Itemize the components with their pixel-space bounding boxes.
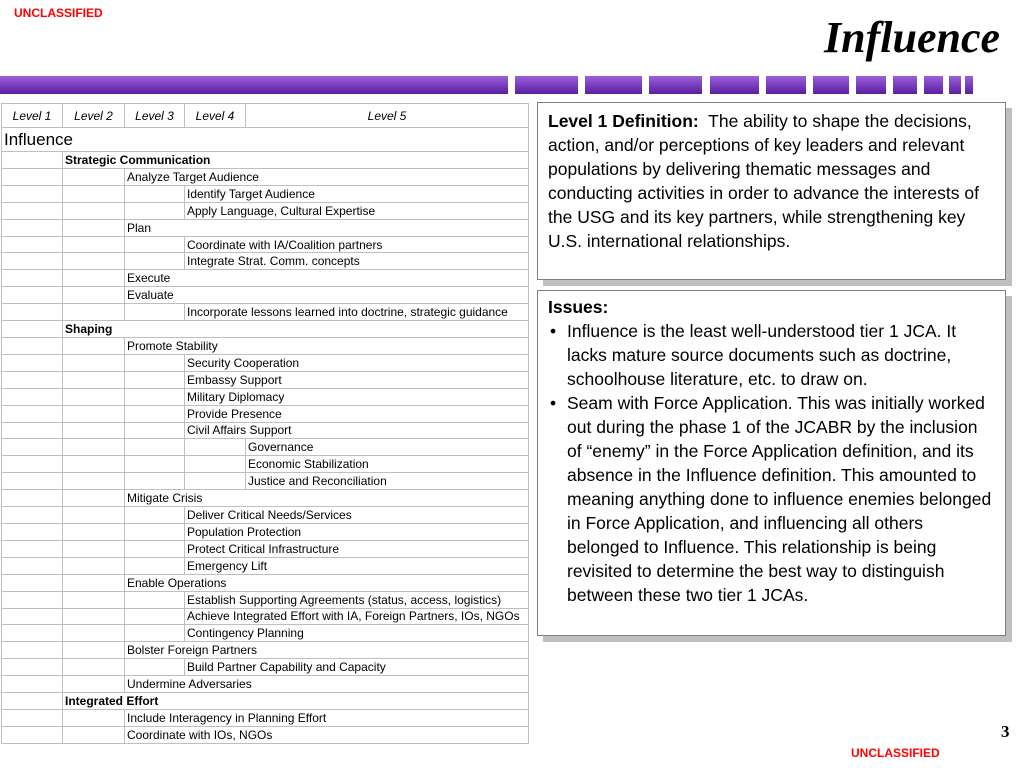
empty-cell (2, 574, 63, 591)
level-4-cell: Contingency Planning (185, 625, 529, 642)
table-row (2, 270, 529, 287)
table-row (2, 709, 529, 726)
level-4-cell: Coordinate with IA/Coalition partners (185, 236, 529, 253)
empty-cell (125, 371, 185, 388)
empty-cell (125, 354, 185, 371)
table-row (2, 608, 529, 625)
level-3-cell: Include Interagency in Planning Effort (125, 709, 529, 726)
level-1-cell: Influence (2, 128, 529, 152)
level-3-cell: Enable Operations (125, 574, 529, 591)
table-row (2, 642, 529, 659)
table-row (2, 236, 529, 253)
definition-text: The ability to shape the decisions, action, and/or perceptions of key leaders and relevant populations by delivering thematic messages and conducting activities in order to advance the interests of the USG and its key partners, while strengthening key U.S. international relationships. (548, 111, 979, 251)
empty-cell (63, 574, 125, 591)
header-level-5: Level 5 (246, 104, 529, 128)
empty-cell (125, 405, 185, 422)
level-3-cell: Execute (125, 270, 529, 287)
table-row (2, 321, 529, 338)
empty-cell (2, 608, 63, 625)
table-row (2, 371, 529, 388)
issues-box (537, 290, 1006, 636)
empty-cell (125, 236, 185, 253)
empty-cell (63, 608, 125, 625)
table-row (2, 726, 529, 743)
empty-cell (125, 557, 185, 574)
empty-cell (2, 507, 63, 524)
empty-cell (185, 473, 246, 490)
empty-cell (2, 388, 63, 405)
header-level-2: Level 2 (63, 104, 125, 128)
empty-cell (2, 540, 63, 557)
empty-cell (63, 456, 125, 473)
empty-cell (2, 321, 63, 338)
level-3-cell: Mitigate Crisis (125, 490, 529, 507)
empty-cell (125, 523, 185, 540)
definition-label: Level 1 Definition: (548, 111, 699, 131)
hierarchy-table-container (0, 100, 530, 750)
empty-cell (63, 354, 125, 371)
empty-cell (63, 676, 125, 693)
level-4-cell: Incorporate lessons learned into doctrine, strategic guidance (185, 304, 529, 321)
table-row (2, 388, 529, 405)
empty-cell (2, 354, 63, 371)
empty-cell (63, 625, 125, 642)
level-3-cell: Undermine Adversaries (125, 676, 529, 693)
empty-cell (125, 422, 185, 439)
empty-cell (125, 608, 185, 625)
empty-cell (2, 726, 63, 743)
level-4-cell: Build Partner Capability and Capacity (185, 659, 529, 676)
empty-cell (63, 439, 125, 456)
level-4-cell: Population Protection (185, 523, 529, 540)
table-row (2, 693, 529, 710)
level-4-cell: Apply Language, Cultural Expertise (185, 202, 529, 219)
level-4-cell: Establish Supporting Agreements (status, access, logistics) (185, 591, 529, 608)
empty-cell (2, 693, 63, 710)
empty-cell (63, 405, 125, 422)
empty-cell (2, 253, 63, 270)
empty-cell (125, 456, 185, 473)
empty-cell (2, 236, 63, 253)
table-row (2, 557, 529, 574)
table-row (2, 591, 529, 608)
level-5-cell: Justice and Reconciliation (246, 473, 529, 490)
empty-cell (125, 540, 185, 557)
empty-cell (63, 219, 125, 236)
table-row (2, 152, 529, 169)
empty-cell (2, 456, 63, 473)
table-row (2, 676, 529, 693)
title-banner (0, 76, 1000, 94)
empty-cell (63, 659, 125, 676)
header-level-4: Level 4 (185, 104, 246, 128)
empty-cell (2, 473, 63, 490)
level-3-cell: Bolster Foreign Partners (125, 642, 529, 659)
table-row (2, 219, 529, 236)
level-4-cell: Achieve Integrated Effort with IA, Foreign Partners, IOs, NGOs (185, 608, 529, 625)
empty-cell (63, 709, 125, 726)
empty-cell (2, 168, 63, 185)
empty-cell (2, 591, 63, 608)
empty-cell (63, 236, 125, 253)
level-4-cell: Civil Affairs Support (185, 422, 529, 439)
level-2-cell: Shaping (63, 321, 529, 338)
empty-cell (185, 439, 246, 456)
level-4-cell: Provide Presence (185, 405, 529, 422)
hierarchy-table (1, 103, 529, 744)
empty-cell (2, 152, 63, 169)
table-row (2, 304, 529, 321)
empty-cell (2, 659, 63, 676)
level-3-cell: Evaluate (125, 287, 529, 304)
empty-cell (2, 523, 63, 540)
empty-cell (63, 388, 125, 405)
empty-cell (185, 456, 246, 473)
level-2-cell: Strategic Communication (63, 152, 529, 169)
empty-cell (2, 371, 63, 388)
table-row (2, 456, 529, 473)
table-row (2, 405, 529, 422)
empty-cell (2, 676, 63, 693)
empty-cell (63, 642, 125, 659)
table-row (2, 354, 529, 371)
issue-text: Influence is the least well-understood tier 1 JCA. It lacks mature source documents such as doctrine, schoolhouse literature, etc. to draw on. (567, 321, 957, 389)
empty-cell (125, 253, 185, 270)
empty-cell (2, 642, 63, 659)
table-row (2, 507, 529, 524)
empty-cell (63, 422, 125, 439)
level-2-cell: Integrated Effort (63, 693, 529, 710)
empty-cell (2, 338, 63, 355)
empty-cell (2, 270, 63, 287)
empty-cell (2, 219, 63, 236)
table-row (2, 168, 529, 185)
empty-cell (125, 304, 185, 321)
level-3-cell: Analyze Target Audience (125, 168, 529, 185)
issues-list (548, 319, 995, 607)
level-3-cell: Coordinate with IOs, NGOs (125, 726, 529, 743)
empty-cell (63, 591, 125, 608)
table-row (2, 253, 529, 270)
empty-cell (63, 304, 125, 321)
empty-cell (63, 202, 125, 219)
empty-cell (63, 270, 125, 287)
definition-box (537, 102, 1006, 280)
table-header-row (2, 104, 529, 128)
table-row (2, 185, 529, 202)
empty-cell (2, 185, 63, 202)
level-4-cell: Military Diplomacy (185, 388, 529, 405)
issue-item: • Seam with Force Application. This was initially worked out during the phase 1 of the JCABR by the inclusion of “enemy” in the Force Application definition, and its absence in the Influence definition. This amounted to meaning anything done to influence enemies belonged in Force Application, and influencing all others belonged to Influence. This relationship is being revisited to determine the best way to distinguish between these two tier 1 JCAs. (550, 393, 992, 605)
issue-text: Seam with Force Application. This was initially worked out during the phase 1 of the JCABR by the inclusion of “enemy” in the Force Application definition, and its absence in the Influence definition. This amounted to meaning anything done to influence enemies belonged in Force Application, and influencing all others belonged to Influence. This relationship is being revisited to determine the best way to distinguish between these two tier 1 JCAs. (567, 393, 992, 605)
empty-cell (2, 709, 63, 726)
level-4-cell: Protect Critical Infrastructure (185, 540, 529, 557)
empty-cell (63, 287, 125, 304)
table-row (2, 574, 529, 591)
empty-cell (125, 202, 185, 219)
empty-cell (2, 439, 63, 456)
header-level-3: Level 3 (125, 104, 185, 128)
table-row (2, 490, 529, 507)
empty-cell (2, 202, 63, 219)
table-row (2, 128, 529, 152)
empty-cell (125, 388, 185, 405)
table-body (2, 128, 529, 744)
empty-cell (125, 439, 185, 456)
empty-cell (125, 659, 185, 676)
empty-cell (63, 185, 125, 202)
empty-cell (63, 490, 125, 507)
slide-title: Influence (824, 13, 1000, 62)
level-4-cell: Security Cooperation (185, 354, 529, 371)
empty-cell (63, 507, 125, 524)
empty-cell (125, 591, 185, 608)
level-5-cell: Economic Stabilization (246, 456, 529, 473)
level-4-cell: Identify Target Audience (185, 185, 529, 202)
table-row (2, 625, 529, 642)
page-number: 3 (1001, 722, 1010, 741)
empty-cell (2, 490, 63, 507)
level-5-cell: Governance (246, 439, 529, 456)
table-row (2, 659, 529, 676)
level-3-cell: Plan (125, 219, 529, 236)
empty-cell (125, 507, 185, 524)
empty-cell (63, 168, 125, 185)
table-row (2, 540, 529, 557)
issue-item: • Influence is the least well-understood tier 1 JCA. It lacks mature source documents such as doctrine, schoolhouse literature, etc. to draw on. (550, 321, 957, 389)
header-level-1: Level 1 (2, 104, 63, 128)
table-row (2, 287, 529, 304)
table-row (2, 439, 529, 456)
table-row (2, 202, 529, 219)
empty-cell (2, 405, 63, 422)
level-4-cell: Deliver Critical Needs/Services (185, 507, 529, 524)
level-3-cell: Promote Stability (125, 338, 529, 355)
classification-top: UNCLASSIFIED (14, 6, 103, 20)
empty-cell (63, 523, 125, 540)
empty-cell (2, 304, 63, 321)
empty-cell (2, 625, 63, 642)
empty-cell (125, 625, 185, 642)
table-row (2, 422, 529, 439)
empty-cell (2, 287, 63, 304)
empty-cell (63, 726, 125, 743)
empty-cell (63, 253, 125, 270)
empty-cell (63, 371, 125, 388)
level-4-cell: Emergency Lift (185, 557, 529, 574)
classification-bottom: UNCLASSIFIED (851, 746, 940, 760)
empty-cell (63, 557, 125, 574)
table-row (2, 338, 529, 355)
issues-label: Issues: (548, 297, 609, 317)
empty-cell (63, 540, 125, 557)
empty-cell (125, 473, 185, 490)
table-row (2, 523, 529, 540)
level-4-cell: Embassy Support (185, 371, 529, 388)
empty-cell (2, 557, 63, 574)
table-row (2, 473, 529, 490)
level-4-cell: Integrate Strat. Comm. concepts (185, 253, 529, 270)
empty-cell (125, 185, 185, 202)
empty-cell (63, 473, 125, 490)
empty-cell (2, 422, 63, 439)
empty-cell (63, 338, 125, 355)
